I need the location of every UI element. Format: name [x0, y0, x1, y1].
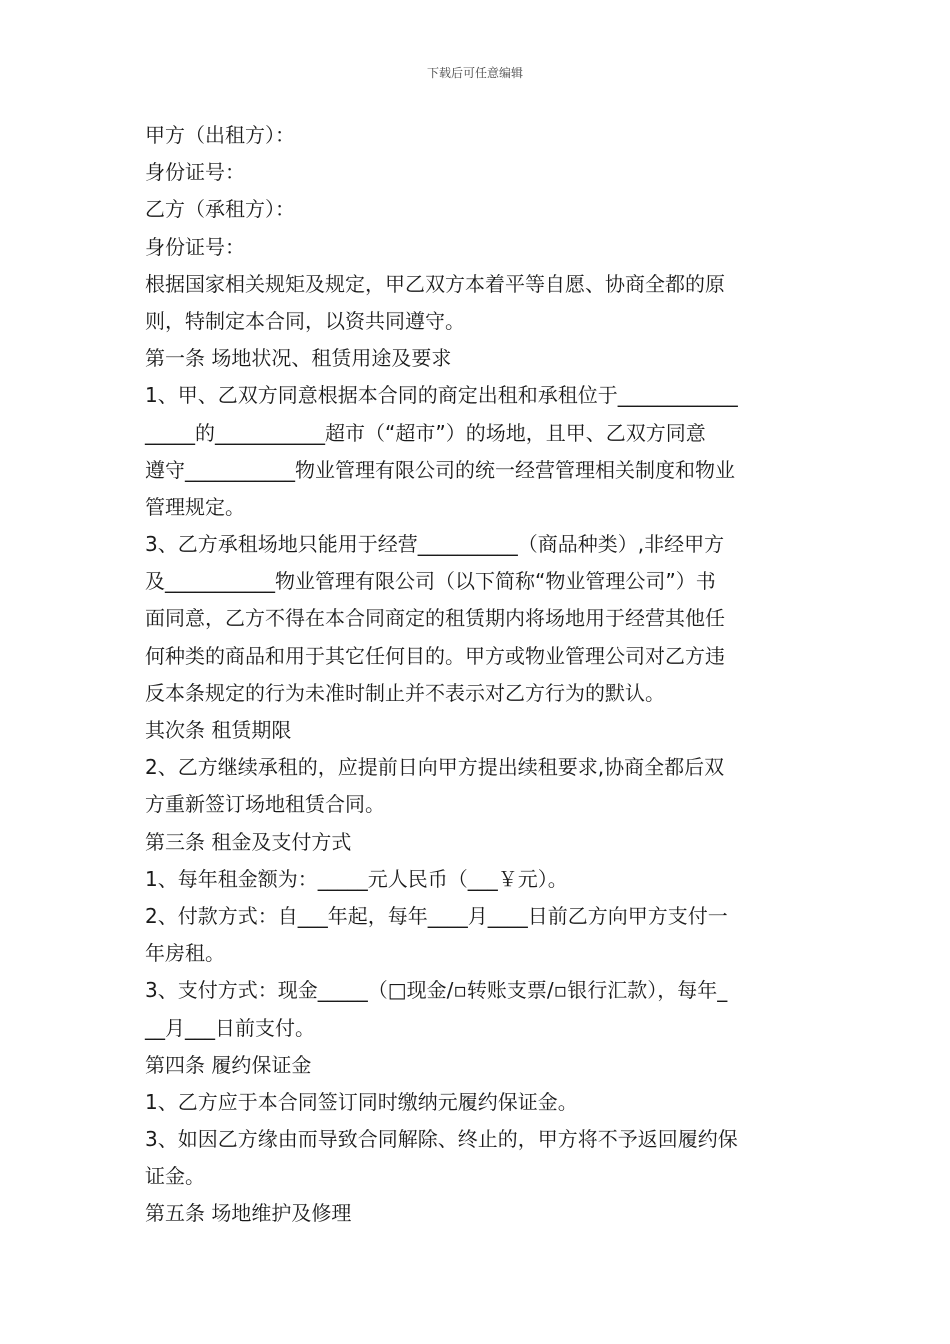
- article-5-heading: 第五条 场地维护及修理: [145, 1201, 352, 1226]
- article-2-heading: 其次条 租赁期限: [145, 718, 292, 742]
- party-a-line: 甲方（出租方）：: [145, 123, 295, 147]
- article-1-clause-line: 及___________物业管理有限公司（以下简称“物业管理公司”）书: [145, 569, 716, 594]
- article-3-clause-line: __月___日前支付。: [145, 1015, 315, 1040]
- article-4-heading: 第四条 履约保证金: [145, 1052, 312, 1077]
- article-3-clause-line: 2、付款方式：自___年起，每年____月____日前乙方向甲方支付一: [145, 903, 728, 928]
- page-header: 下载后可任意编辑: [426, 66, 523, 80]
- article-1-clause-line: 反本条规定的行为未准时制止并不表示对乙方行为的默认。: [145, 680, 665, 705]
- article-2-clause-line: 2、乙方继续承租的，应提前日向甲方提出续租要求,协商全都后双: [145, 755, 725, 780]
- party-a-id-line: 身份证号：: [145, 160, 245, 185]
- article-3-clause-line: 3、支付方式：现金_____（□现金/▫转账支票/▫银行汇款），每年_: [145, 978, 728, 1003]
- party-b-line: 乙方（承租方）：: [145, 197, 295, 222]
- article-3-clause-line: 年房租。: [145, 941, 225, 966]
- article-4-clause-line: 证金。: [145, 1164, 205, 1189]
- article-3-heading: 第三条 租金及支付方式: [145, 829, 352, 854]
- preamble-line: 则，特制定本合同，以资共同遵守。: [145, 308, 465, 333]
- document-body: [145, 117, 807, 1233]
- article-2-clause-line: 方重新签订场地租赁合同。: [145, 792, 385, 817]
- article-1-clause-line: _____的___________超市（“超市”）的场地，且甲、乙双方同意: [145, 420, 706, 445]
- article-4-clause-line: 1、乙方应于本合同签订同时缴纳元履约保证金。: [145, 1089, 578, 1114]
- article-1-heading: 第一条 场地状况、租赁用途及要求: [145, 346, 452, 371]
- article-1-clause-line: 管理规定。: [145, 494, 245, 519]
- article-4-clause-line: 3、如因乙方缘由而导致合同解除、终止的，甲方将不予返回履约保: [145, 1127, 738, 1152]
- article-3-clause-line: 1、每年租金额为：_____元人民币（___￥元）。: [145, 866, 568, 891]
- article-1-clause-line: 3、乙方承租场地只能用于经营__________（商品种类）,非经甲方: [145, 532, 725, 557]
- article-1-clause-line: 遵守___________物业管理有限公司的统一经营管理相关制度和物业: [145, 457, 735, 482]
- article-1-clause-line: 面同意，乙方不得在本合同商定的租赁期内将场地用于经营其他任: [145, 606, 725, 631]
- preamble-line: 根据国家相关规矩及规定，甲乙双方本着平等自愿、协商全都的原: [145, 271, 725, 296]
- article-1-clause-line: 1、甲、乙双方同意根据本合同的商定出租和承租位于____________: [145, 383, 738, 408]
- article-1-clause-line: 何种类的商品和用于其它任何目的。甲方或物业管理公司对乙方违: [145, 643, 725, 668]
- party-b-id-line: 身份证号：: [145, 234, 245, 259]
